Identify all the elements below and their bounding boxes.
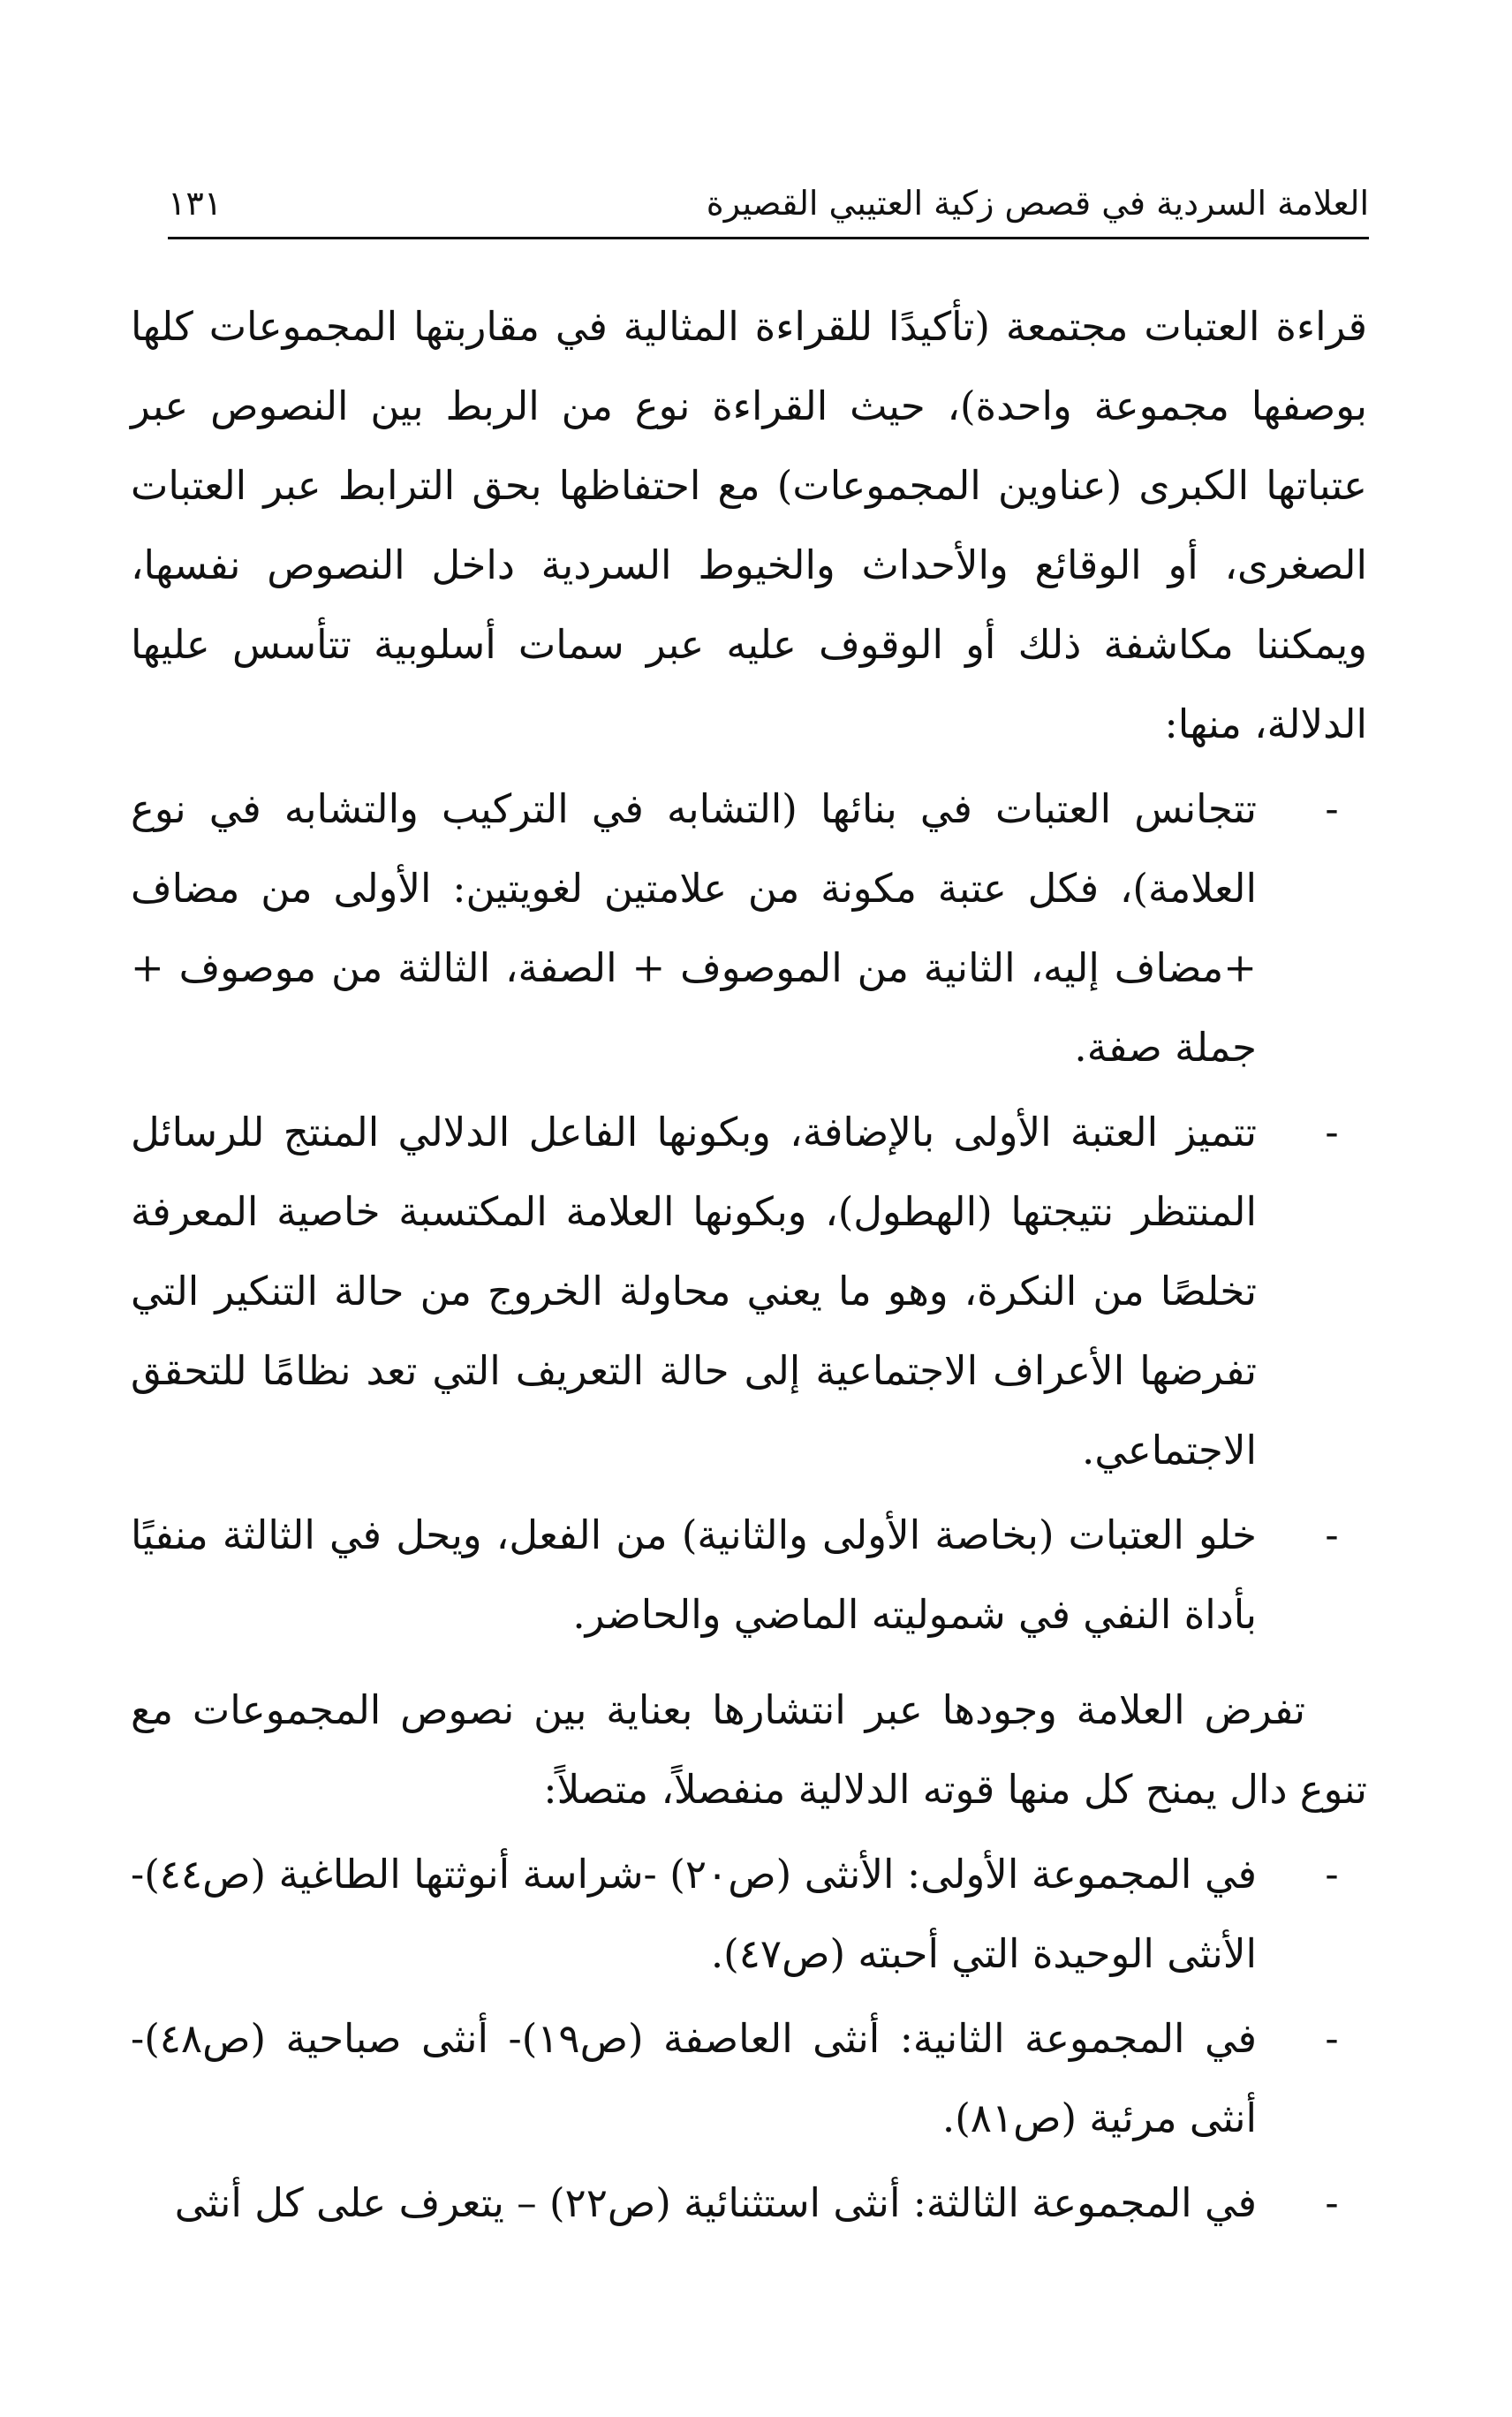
dash-marker: - <box>1325 1851 1339 1898</box>
dash-marker: - <box>1325 2179 1339 2226</box>
bullet-list <box>131 769 1367 1655</box>
paragraph: تفرض العلامة وجودها عبر انتشارها بعناية بين نصوص المجموعات مع تنوع دال يمنح كل منها قوته الدلالية منفصلاً، متصلاً: <box>131 1686 1367 1813</box>
list-item-text: تتميز العتبة الأولى بالإضافة، وبكونها الفاعل الدلالي المنتج للرسائل المنتظر نتيجتها (الهطول)، وبكونها العلامة المكتسبة خاصية المعرفة تخلصًا من النكرة، وهو ما يعني محاولة الخروج من حالة التنكير التي تفرضها الأعراف الاجتماعية إلى حالة التعريف التي تعد نظامًا للتحقق الاجتماعي. <box>131 1109 1257 1474</box>
list-item <box>131 1496 1367 1655</box>
list-item <box>131 1999 1367 2158</box>
paragraph: قراءة العتبات مجتمعة (تأكيدًا للقراءة المثالية في مقاربتها المجموعات كلها بوصفها مجموعة واحدة)، حيث القراءة نوع من الربط بين النصوص عبر عتباتها الكبرى (عناوين المجموعات) مع احتفاظها بحق الترابط عبر العتبات الصغرى، أو الوقائع والأحداث والخيوط السردية داخل النصوص نفسها، ويمكننا مكاشفة ذلك أو الوقوف عليه عبر سمات أسلوبية تتأسس عليها الدلالة، منها: <box>131 303 1367 747</box>
list-item-text: خلو العتبات (بخاصة الأولى والثانية) من الفعل، ويحل في الثالثة منفيًا بأداة النفي في شموليته الماضي والحاضر. <box>131 1512 1257 1638</box>
page-header <box>168 177 1369 230</box>
header-rule <box>168 237 1369 239</box>
list-item-text: في المجموعة الثالثة: أنثى استثنائية (ص٢٢) – يتعرف على كل أنثى <box>174 2179 1257 2226</box>
list-item-text: في المجموعة الأولى: الأنثى (ص٢٠) -شراسة أنوثتها الطاغية (ص٤٤)- الأنثى الوحيدة التي أحبته (ص٤٧). <box>131 1851 1257 1977</box>
bullet-list <box>131 1835 1367 2243</box>
page-number: ١٣١ <box>168 184 223 223</box>
body-text <box>131 287 1367 2243</box>
dash-marker: - <box>1325 2015 1339 2062</box>
list-item-text: تتجانس العتبات في بنائها (التشابه في التركيب والتشابه في نوع العلامة)، فكل عتبة مكونة من علامتين لغويتين: الأولى من مضاف +مضاف إليه، الثانية من الموصوف + الصفة، الثالثة من موصوف + جملة صفة. <box>131 785 1257 1071</box>
dash-marker: - <box>1325 785 1339 832</box>
running-title: العلامة السردية في قصص زكية العتيبي القصيرة <box>706 184 1369 223</box>
list-item <box>131 2163 1367 2243</box>
dash-marker: - <box>1325 1512 1339 1558</box>
list-item <box>131 769 1367 1087</box>
list-item-text: في المجموعة الثانية: أنثى العاصفة (ص١٩)- أنثى صباحية (ص٤٨)- أنثى مرئية (ص٨١). <box>131 2015 1257 2141</box>
list-item <box>131 1835 1367 1994</box>
list-item <box>131 1093 1367 1490</box>
dash-marker: - <box>1325 1109 1339 1155</box>
